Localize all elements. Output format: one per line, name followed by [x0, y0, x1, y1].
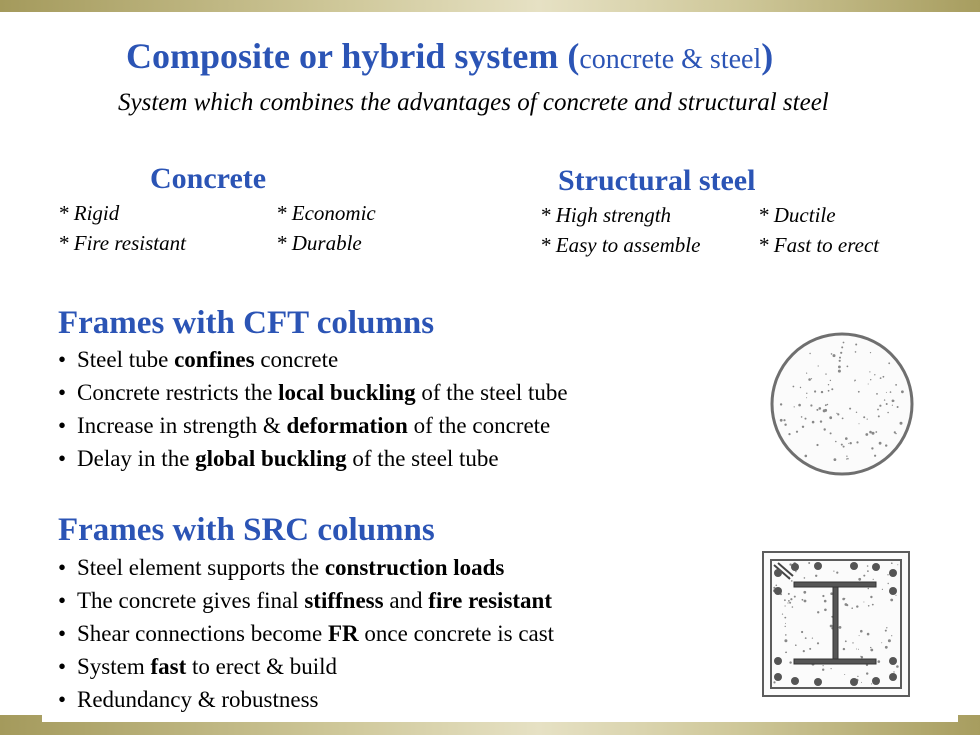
- aggregate-speckle: [831, 353, 833, 355]
- aggregate-speckle: [816, 409, 818, 411]
- aggregate-speckle: [802, 426, 804, 428]
- aggregate-speckle: [880, 377, 882, 379]
- aggregate-speckle: [847, 458, 849, 460]
- aggregate-speckle: [809, 648, 811, 650]
- aggregate-speckle: [845, 603, 848, 606]
- cft-heading: Frames with CFT columns: [58, 305, 435, 341]
- aggregate-speckle: [785, 626, 786, 627]
- aggregate-speckle: [831, 668, 832, 669]
- aggregate-speckle: [789, 602, 791, 604]
- aggregate-speckle: [888, 639, 891, 642]
- aggregate-speckle: [805, 637, 807, 639]
- aggregate-speckle: [882, 589, 883, 590]
- aggregate-speckle: [871, 447, 873, 449]
- aggregate-speckle: [852, 642, 853, 643]
- concrete-filled-tube-section-icon: [766, 328, 918, 480]
- aggregate-speckle: [822, 595, 824, 597]
- aggregate-speckle: [896, 665, 899, 668]
- cft-bullet-list: [58, 343, 568, 475]
- aggregate-speckle: [888, 583, 889, 584]
- aggregate-speckle: [805, 418, 807, 420]
- aggregate-speckle: [820, 420, 822, 422]
- aggregate-speckle: [788, 433, 790, 435]
- steel-prop-easy-to-assemble: * Easy to assemble: [540, 233, 701, 257]
- concrete-prop-rigid: * Rigid: [58, 201, 120, 225]
- aggregate-speckle: [901, 390, 904, 393]
- src-heading: Frames with SRC columns: [58, 512, 435, 548]
- slide-title: [126, 34, 773, 82]
- aggregate-speckle: [788, 593, 790, 595]
- aggregate-speckle: [845, 640, 847, 642]
- src-bullet: • Steel element supports the construction loads: [58, 551, 554, 584]
- aggregate-speckle: [885, 646, 888, 649]
- top-decorative-band: [0, 0, 980, 12]
- aggregate-speckle: [886, 392, 887, 393]
- aggregate-speckle: [824, 409, 827, 412]
- aggregate-speckle: [825, 404, 827, 406]
- aggregate-speckle: [878, 415, 880, 417]
- aggregate-speckle: [875, 431, 877, 433]
- steel-prop-fast-to-erect: * Fast to erect: [758, 233, 880, 257]
- aggregate-speckle: [791, 580, 793, 582]
- aggregate-speckle: [868, 605, 870, 607]
- aggregate-speckle: [879, 442, 882, 445]
- steel-heading: Structural steel: [558, 164, 756, 197]
- cft-bullet: • Increase in strength & deformation of the concrete: [58, 409, 568, 442]
- src-bullet: • Shear connections become FR once concrete is cast: [58, 617, 554, 650]
- aggregate-speckle: [874, 374, 875, 375]
- aggregate-speckle: [856, 412, 857, 413]
- aggregate-speckle: [893, 671, 894, 672]
- aggregate-speckle: [861, 656, 863, 658]
- src-bullet: • System fast to erect & build: [58, 650, 554, 683]
- aggregate-speckle: [860, 630, 863, 633]
- aggregate-speckle: [838, 370, 841, 373]
- aggregate-speckle: [854, 380, 856, 382]
- aggregate-speckle: [783, 419, 785, 421]
- aggregate-speckle: [855, 351, 857, 353]
- aggregate-speckle: [830, 380, 831, 381]
- aggregate-speckle: [840, 352, 842, 354]
- aggregate-speckle: [831, 388, 833, 390]
- aggregate-speckle: [839, 626, 842, 629]
- aggregate-speckle: [857, 676, 858, 677]
- aggregate-speckle: [890, 599, 893, 602]
- aggregate-speckle: [869, 431, 872, 434]
- concrete-heading: Concrete: [150, 162, 267, 195]
- aggregate-speckle: [855, 344, 857, 346]
- aggregate-speckle: [809, 353, 810, 354]
- aggregate-speckle: [785, 605, 786, 606]
- title-main: Composite or hybrid system (: [126, 36, 580, 76]
- aggregate-speckle: [815, 575, 817, 577]
- steel-reinforced-concrete-section-icon: [760, 549, 912, 699]
- aggregate-speckle: [841, 444, 843, 446]
- aggregate-speckle: [785, 634, 787, 636]
- aggregate-speckle: [833, 571, 834, 572]
- aggregate-speckle: [883, 376, 885, 378]
- concrete-prop-fire-resistant: * Fire resistant: [58, 231, 186, 255]
- title-close: ): [761, 36, 774, 76]
- aggregate-speckle: [846, 458, 847, 459]
- aggregate-speckle: [863, 416, 865, 418]
- aggregate-speckle: [812, 421, 815, 424]
- aggregate-speckle: [897, 564, 898, 565]
- aggregate-speckle: [867, 570, 869, 572]
- aggregate-speckle: [870, 647, 871, 648]
- aggregate-speckle: [828, 384, 829, 385]
- aggregate-speckle: [839, 357, 841, 359]
- aggregate-speckle: [789, 661, 791, 663]
- aggregate-speckle: [784, 599, 786, 601]
- aggregate-speckle: [890, 391, 892, 393]
- aggregate-speckle: [870, 352, 871, 353]
- aggregate-speckle: [867, 633, 870, 636]
- aggregate-speckle: [892, 405, 893, 406]
- aggregate-speckle: [827, 404, 829, 406]
- aggregate-speckle: [785, 623, 786, 624]
- aggregate-speckle: [795, 644, 797, 646]
- aggregate-speckle: [844, 674, 845, 675]
- aggregate-speckle: [806, 397, 807, 398]
- aggregate-speckle: [848, 443, 849, 444]
- aggregate-speckle: [812, 638, 813, 639]
- aggregate-speckle: [884, 399, 885, 400]
- aggregate-speckle: [843, 648, 845, 650]
- aggregate-speckle: [824, 428, 826, 430]
- aggregate-speckle: [887, 574, 888, 575]
- aggregate-speckle: [804, 577, 806, 579]
- aggregate-speckle: [798, 404, 801, 407]
- aggregate-speckle: [863, 575, 865, 577]
- aggregate-speckle: [881, 642, 882, 643]
- aggregate-speckle: [843, 342, 845, 344]
- aggregate-speckle: [870, 649, 873, 652]
- aggregate-speckle: [858, 391, 860, 393]
- aggregate-speckle: [780, 419, 783, 422]
- aggregate-speckle: [847, 366, 849, 368]
- aggregate-speckle: [830, 432, 832, 434]
- aggregate-speckle: [811, 378, 812, 379]
- aggregate-speckle: [803, 591, 806, 594]
- aggregate-speckle: [823, 665, 824, 666]
- aggregate-speckle: [870, 379, 871, 380]
- aggregate-speckle: [856, 649, 857, 650]
- aggregate-speckle: [805, 455, 808, 458]
- aggregate-speckle: [844, 598, 845, 599]
- aggregate-speckle: [850, 442, 852, 444]
- concrete-prop-economic: * Economic: [276, 201, 376, 225]
- aggregate-speckle: [795, 571, 796, 572]
- aggregate-speckle: [863, 602, 864, 603]
- aggregate-speckle: [868, 384, 869, 385]
- aggregate-speckle: [784, 424, 786, 426]
- aggregate-speckle: [859, 423, 860, 424]
- aggregate-speckle: [851, 607, 853, 609]
- aggregate-speckle: [790, 598, 792, 600]
- aggregate-speckle: [856, 441, 858, 443]
- aggregate-speckle: [836, 572, 838, 574]
- aggregate-speckle: [861, 682, 862, 683]
- aggregate-speckle: [824, 609, 827, 612]
- aggregate-speckle: [858, 578, 861, 581]
- aggregate-speckle: [866, 672, 868, 674]
- aggregate-speckle: [801, 631, 803, 633]
- aggregate-speckle: [874, 455, 876, 457]
- aggregate-speckle: [888, 362, 890, 364]
- aggregate-speckle: [900, 422, 903, 425]
- aggregate-speckle: [808, 562, 810, 564]
- aggregate-speckle: [794, 596, 796, 598]
- aggregate-speckle: [841, 346, 843, 348]
- aggregate-speckle: [876, 393, 878, 395]
- aggregate-speckle: [817, 611, 819, 613]
- aggregate-speckle: [817, 642, 819, 644]
- aggregate-speckle: [895, 595, 896, 596]
- aggregate-speckle: [773, 681, 775, 683]
- aggregate-speckle: [871, 683, 872, 684]
- aggregate-speckle: [879, 405, 881, 407]
- aggregate-speckle: [891, 635, 892, 636]
- aggregate-speckle: [796, 431, 798, 433]
- aggregate-speckle: [877, 409, 879, 411]
- aggregate-speckle: [784, 617, 786, 619]
- aggregate-speckle: [870, 596, 872, 598]
- steel-prop-ductile: * Ductile: [758, 203, 836, 227]
- aggregate-speckle: [830, 625, 833, 628]
- aggregate-speckle: [859, 635, 860, 636]
- aggregate-speckle: [897, 406, 899, 408]
- aggregate-speckle: [793, 386, 795, 388]
- aggregate-speckle: [838, 366, 841, 369]
- aggregate-speckle: [873, 579, 874, 580]
- aggregate-speckle: [808, 378, 811, 381]
- aggregate-speckle: [858, 649, 859, 650]
- aggregate-speckle: [787, 602, 788, 603]
- aggregate-speckle: [802, 599, 804, 601]
- aggregate-speckle: [836, 413, 837, 414]
- aggregate-speckle: [803, 650, 805, 652]
- aggregate-speckle: [865, 433, 868, 436]
- aggregate-speckle: [804, 600, 807, 603]
- aggregate-speckle: [845, 437, 848, 440]
- aggregate-speckle: [856, 605, 858, 607]
- aggregate-speckle: [886, 403, 888, 405]
- src-bullet-list: [58, 551, 554, 716]
- aggregate-speckle: [843, 446, 845, 448]
- aggregate-speckle: [849, 408, 851, 410]
- aggregate-speckle: [895, 433, 896, 434]
- src-bullet: • Redundancy & robustness: [58, 683, 554, 716]
- aggregate-speckle: [835, 441, 837, 443]
- aggregate-speckle: [833, 354, 836, 357]
- aggregate-speckle: [867, 419, 868, 420]
- aggregate-speckle: [801, 416, 803, 418]
- aggregate-speckle: [788, 600, 790, 602]
- aggregate-speckle: [886, 627, 887, 628]
- aggregate-speckle: [780, 403, 782, 405]
- aggregate-speckle: [868, 588, 870, 590]
- aggregate-speckle: [872, 432, 875, 435]
- aggregate-speckle: [895, 384, 897, 386]
- aggregate-speckle: [782, 614, 783, 615]
- aggregate-speckle: [828, 390, 830, 392]
- cft-bullet: • Concrete restricts the local buckling of the steel tube: [58, 376, 568, 409]
- aggregate-speckle: [878, 660, 881, 663]
- aggregate-speckle: [794, 406, 795, 407]
- aggregate-speckle: [867, 565, 869, 567]
- src-bullet: • The concrete gives final stiffness and fire resistant: [58, 584, 554, 617]
- aggregate-speckle: [776, 585, 778, 587]
- aggregate-speckle: [891, 562, 893, 564]
- aggregate-speckle: [818, 365, 819, 366]
- aggregate-speckle: [893, 400, 894, 401]
- aggregate-speckle: [810, 404, 812, 406]
- aggregate-speckle: [825, 373, 826, 374]
- cft-bullet: • Delay in the global buckling of the steel tube: [58, 442, 568, 475]
- aggregate-speckle: [885, 630, 887, 632]
- aggregate-speckle: [837, 413, 839, 415]
- aggregate-speckle: [839, 360, 841, 362]
- aggregate-speckle: [785, 652, 787, 654]
- aggregate-speckle: [872, 604, 874, 606]
- title-detail: concrete & steel: [579, 44, 762, 75]
- aggregate-speckle: [885, 444, 887, 446]
- aggregate-speckle: [806, 373, 807, 374]
- steel-prop-high-strength: * High strength: [540, 203, 672, 227]
- slide-page: [42, 12, 958, 722]
- aggregate-speckle: [822, 669, 824, 671]
- slide-subtitle: System which combines the advantages of concrete and structural steel: [118, 89, 829, 116]
- aggregate-speckle: [806, 393, 807, 394]
- aggregate-speckle: [814, 390, 816, 392]
- aggregate-speckle: [829, 416, 832, 419]
- aggregate-speckle: [819, 407, 822, 410]
- aggregate-speckle: [846, 456, 847, 457]
- aggregate-speckle: [869, 371, 870, 372]
- aggregate-speckle: [816, 444, 818, 446]
- aggregate-speckle: [887, 412, 889, 414]
- cft-bullet: • Steel tube confines concrete: [58, 343, 568, 376]
- aggregate-speckle: [800, 387, 801, 388]
- aggregate-speckle: [821, 391, 823, 393]
- aggregate-speckle: [834, 458, 837, 461]
- aggregate-speckle: [784, 639, 787, 642]
- aggregate-speckle: [792, 606, 794, 608]
- concrete-prop-durable: * Durable: [276, 231, 362, 255]
- aggregate-speckle: [824, 600, 827, 603]
- aggregate-speckle: [842, 418, 844, 420]
